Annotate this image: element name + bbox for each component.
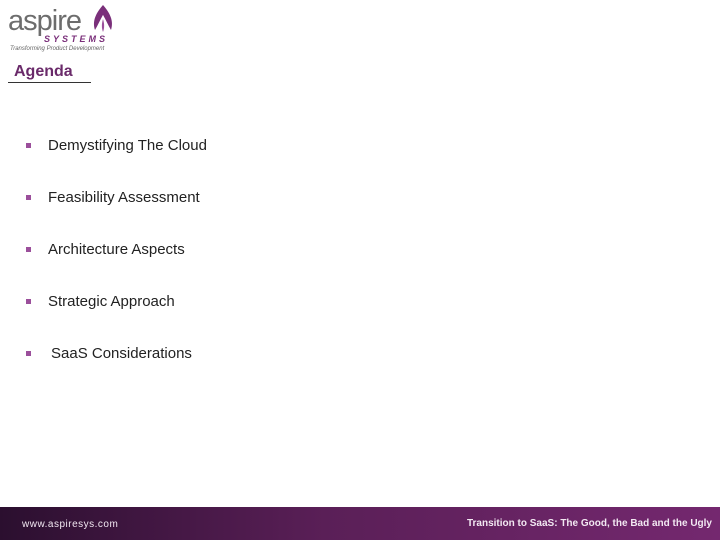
slide-title: Agenda — [14, 63, 73, 80]
agenda-item-label: Architecture Aspects — [48, 241, 185, 258]
logo-systems: SYSTEMS — [44, 34, 109, 44]
agenda-item — [26, 136, 207, 188]
agenda-item-label: Feasibility Assessment — [48, 189, 200, 206]
agenda-list — [26, 136, 207, 396]
bullet-square-icon — [26, 143, 31, 148]
agenda-item-label: Strategic Approach — [48, 293, 175, 310]
footer-website-link[interactable]: www.aspiresys.com — [22, 519, 119, 530]
agenda-item — [26, 240, 207, 292]
agenda-item — [26, 344, 207, 396]
logo-wordmark: aspire — [8, 5, 81, 37]
logo-tagline: Transforming Product Development — [10, 46, 105, 52]
logo-flame-icon — [86, 3, 120, 37]
bullet-square-icon — [26, 195, 31, 200]
agenda-item — [26, 188, 207, 240]
bullet-square-icon — [26, 247, 31, 252]
footer-bar — [0, 507, 720, 540]
agenda-item-label: Demystifying The Cloud — [48, 137, 207, 154]
bullet-square-icon — [26, 351, 31, 356]
agenda-item-label: SaaS Considerations — [51, 345, 192, 362]
company-logo — [8, 3, 118, 55]
bullet-square-icon — [26, 299, 31, 304]
footer-caption: Transition to SaaS: The Good, the Bad and the Ugly — [466, 518, 712, 529]
agenda-item — [26, 292, 207, 344]
title-underline — [8, 82, 91, 83]
